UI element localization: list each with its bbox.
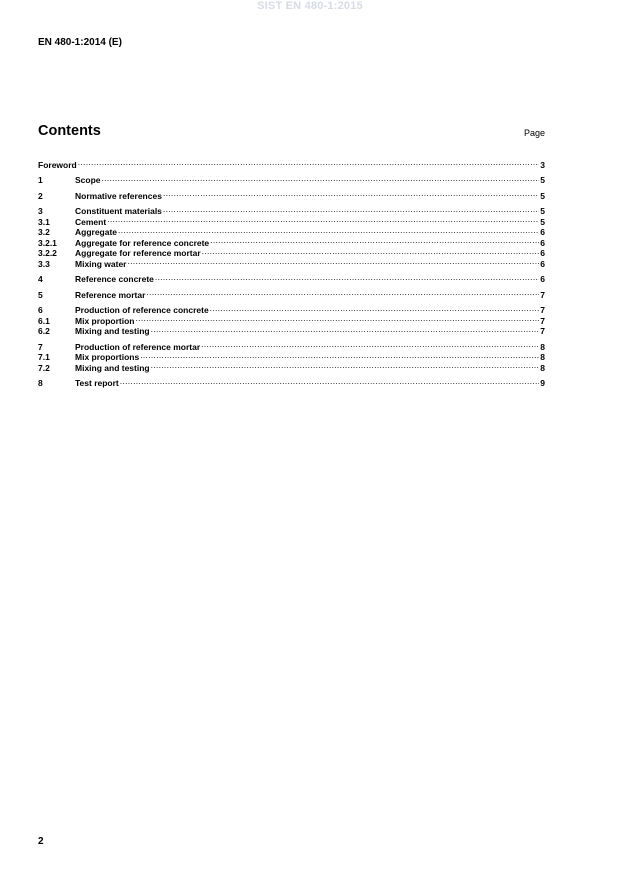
toc-entry-title: Mix proportions (75, 352, 140, 362)
toc-entry-number: 3.2 (38, 227, 50, 237)
toc-entry-foreword[interactable] (38, 157, 545, 168)
toc-entry-number: 8 (38, 378, 43, 388)
toc-entry-number: 6 (38, 305, 43, 315)
toc-entry-number: 4 (38, 274, 43, 284)
toc-entry-page: 7 (540, 315, 545, 326)
toc-entry-title: Cement (75, 216, 107, 227)
toc-dot-leader (102, 173, 540, 184)
toc-entry-mixing-testing-concrete[interactable] (38, 324, 545, 335)
toc-entry-production-reference-mortar[interactable] (38, 339, 545, 350)
toc-dot-leader (120, 376, 539, 387)
toc-entry-number: 7.2 (38, 362, 50, 373)
page-number: 2 (38, 836, 44, 847)
toc-dot-leader (151, 360, 540, 371)
toc-entry-title: Aggregate for reference mortar (75, 248, 201, 258)
toc-entry-aggregate-reference-concrete[interactable] (38, 235, 545, 246)
toc-entry-title: Reference concrete (75, 274, 154, 284)
toc-entry-title: Production of reference mortar (75, 341, 201, 352)
toc-entry-title: Aggregate for reference concrete (75, 237, 210, 248)
toc-entry-title: Production of reference concrete (75, 305, 209, 315)
toc-entry-page: 6 (540, 258, 545, 269)
toc-entry-page: 6 (540, 248, 545, 258)
toc-entry-title: Mixing and testing (75, 326, 150, 336)
toc-entry-number: 7.1 (38, 352, 50, 362)
toc-entry-page: 6 (540, 227, 545, 237)
page-column-label: Page (523, 128, 545, 138)
toc-entry-constituent-materials[interactable] (38, 204, 545, 215)
toc-entry-number: 3.2.2 (38, 248, 57, 258)
toc-dot-leader (140, 350, 539, 361)
toc-entry-page: 8 (540, 352, 545, 362)
toc-dot-leader (155, 272, 539, 283)
toc-entry-page: 7 (540, 289, 545, 300)
toc-entry-mix-proportions[interactable] (38, 350, 545, 361)
toc-entry-normative-references[interactable] (38, 188, 545, 199)
toc-entry-title: Foreword (38, 159, 77, 170)
toc-entry-number: 5 (38, 289, 43, 300)
toc-entry-title: Constituent materials (75, 206, 162, 216)
toc-entry-page: 5 (540, 175, 545, 185)
toc-entry-test-report[interactable] (38, 376, 545, 387)
toc-dot-leader (202, 246, 540, 257)
toc-dot-leader (107, 214, 539, 225)
toc-entry-page: 8 (540, 362, 545, 373)
toc-entry-mix-proportion[interactable] (38, 313, 545, 324)
toc-entry-title: Normative references (75, 190, 162, 201)
toc-dot-leader (201, 339, 539, 350)
toc-entry-page: 5 (540, 206, 545, 216)
toc-entry-number: 6.2 (38, 326, 50, 336)
toc-entry-number: 7 (38, 341, 43, 352)
toc-entry-page: 6 (540, 274, 545, 284)
toc-entry-title: Mixing and testing (75, 362, 150, 373)
toc-entry-mixing-testing-mortar[interactable] (38, 360, 545, 371)
toc-dot-leader (210, 303, 540, 314)
toc-entry-number: 2 (38, 190, 43, 201)
toc-entry-page: 5 (540, 216, 545, 227)
toc-dot-leader (146, 287, 539, 298)
toc-entry-title: Mixing water (75, 258, 127, 269)
toc-entry-number: 3.1 (38, 216, 50, 227)
toc-entry-page: 6 (540, 237, 545, 248)
toc-dot-leader (163, 188, 539, 199)
toc-dot-leader (151, 324, 540, 335)
watermark: SIST EN 480-1:2015 (257, 0, 363, 12)
toc-entry-aggregate-reference-mortar[interactable] (38, 246, 545, 257)
toc-dot-leader (210, 235, 539, 246)
contents-heading: Contents (38, 123, 101, 139)
toc-entry-number: 3.3 (38, 258, 50, 269)
toc-entry-title: Test report (75, 378, 119, 388)
toc-entry-number: 3.2.1 (38, 237, 57, 248)
toc-entry-page: 3 (540, 159, 545, 170)
toc-entry-production-reference-concrete[interactable] (38, 303, 545, 314)
toc-entry-title: Mix proportion (75, 315, 135, 326)
toc-entry-page: 7 (540, 326, 545, 336)
toc-entry-number: 6.1 (38, 315, 50, 326)
toc-entry-page: 7 (540, 305, 545, 315)
toc-dot-leader (163, 204, 539, 215)
toc-entry-mixing-water[interactable] (38, 256, 545, 267)
toc-entry-number: 3 (38, 206, 43, 216)
toc-entry-scope[interactable] (38, 173, 545, 184)
toc-dot-leader (78, 157, 540, 168)
toc-entry-page: 9 (540, 378, 545, 388)
toc-entry-page: 8 (540, 341, 545, 352)
toc-dot-leader (127, 256, 539, 267)
toc-dot-leader (118, 225, 539, 236)
toc-dot-leader (136, 313, 540, 324)
toc-entry-reference-concrete[interactable] (38, 272, 545, 283)
toc-entry-aggregate[interactable] (38, 225, 545, 236)
table-of-contents (38, 157, 545, 386)
document-id-header: EN 480-1:2014 (E) (38, 37, 122, 48)
toc-entry-title: Aggregate (75, 227, 118, 237)
toc-entry-title: Scope (75, 175, 101, 185)
toc-entry-page: 5 (540, 190, 545, 201)
toc-entry-reference-mortar[interactable] (38, 287, 545, 298)
toc-entry-cement[interactable] (38, 214, 545, 225)
toc-entry-title: Reference mortar (75, 289, 146, 300)
toc-entry-number: 1 (38, 175, 43, 185)
